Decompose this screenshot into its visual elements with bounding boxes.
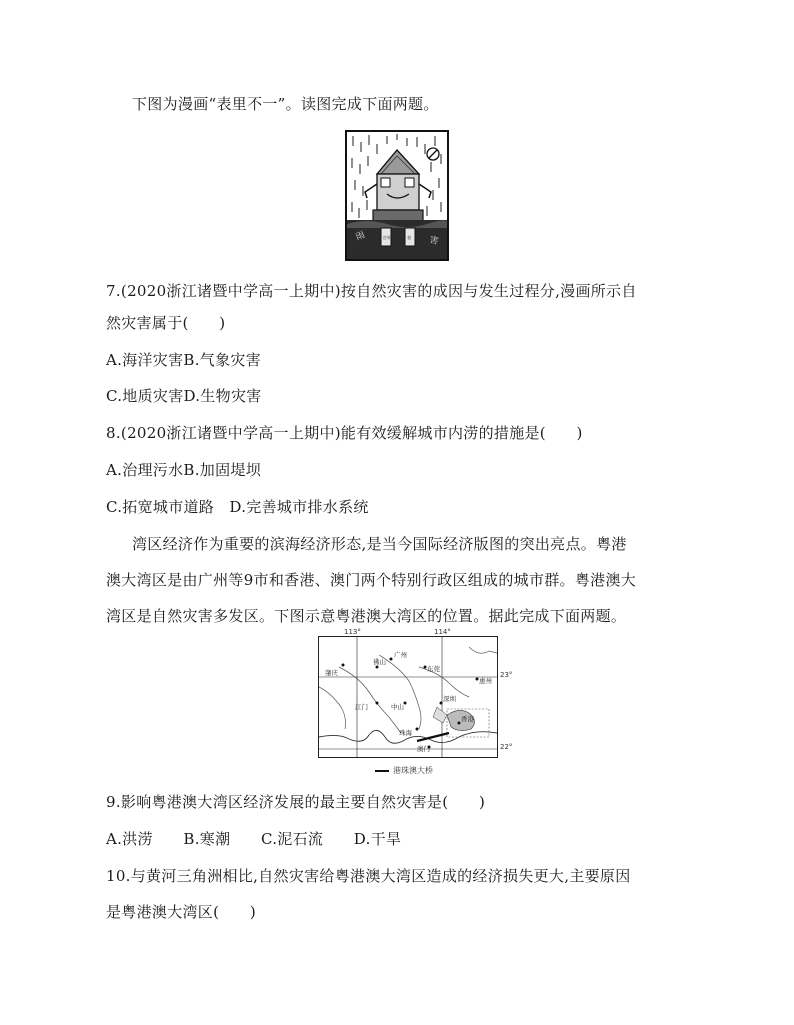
intro-text: 下图为漫画“表里不一”。读图完成下面两题。: [132, 95, 439, 113]
map-lat-22: 22°: [500, 743, 513, 751]
cartoon-drawing: [347, 132, 447, 259]
q7-stem-line2: 然灾害属于( ): [106, 314, 226, 332]
city-label-zhaoqing: 肇庆: [325, 669, 338, 677]
map-lat-23: 23°: [500, 671, 513, 679]
city-label-huizhou: 惠州: [479, 677, 492, 685]
q7-options-cd: C.地质灾害D.生物灾害: [106, 387, 262, 405]
city-label-zhuhai: 珠海: [399, 729, 412, 737]
q10-stem-line2: 是粤港澳大湾区( ): [106, 903, 257, 921]
legend-label: 港珠澳大桥: [393, 766, 433, 775]
map-lon-113: 113°: [344, 628, 361, 636]
q7-options-ab: A.海洋灾害B.气象灾害: [106, 351, 261, 369]
map-legend: [375, 766, 433, 776]
q10-stem-line1: 10.与黄河三角洲相比,自然灾害给粤港澳大湾区造成的经济损失更大,主要原因: [106, 867, 631, 885]
map-drawing: [319, 637, 497, 757]
bay-area-map: [318, 636, 498, 758]
cartoon-label-ground-left: 雨: [354, 230, 367, 243]
city-label-dongguan: 东莞: [427, 665, 440, 673]
city-label-zhongshan: 中山: [391, 703, 404, 711]
passage-line2: 澳大湾区是由广州等9市和香港、澳门两个特别行政区组成的城市群。粤港澳大: [106, 571, 637, 589]
cartoon-label-left: 打补: [383, 235, 391, 240]
cartoon-label-ground-right: 害: [428, 235, 440, 248]
city-label-hongkong: 香港: [461, 715, 474, 723]
city-label-jiangmen: 江门: [355, 703, 368, 711]
cartoon-image: [345, 130, 449, 261]
legend-bridge-symbol: [375, 770, 389, 772]
city-label-foshan: 佛山: [373, 658, 386, 666]
cartoon-label-right: 表: [407, 235, 411, 240]
city-label-guangzhou: 广州: [394, 651, 407, 659]
q9-stem: 9.影响粤港澳大湾区经济发展的最主要自然灾害是( ): [106, 793, 486, 811]
map-lon-114: 114°: [434, 628, 451, 636]
passage-line3: 湾区是自然灾害多发区。下图示意粤港澳大湾区的位置。据此完成下面两题。: [106, 607, 627, 625]
city-label-macao: 澳门: [417, 745, 430, 753]
q8-stem: 8.(2020浙江诸暨中学高一上期中)能有效缓解城市内涝的措施是( ): [106, 424, 583, 442]
q8-options-ab: A.治理污水B.加固堤坝: [106, 461, 261, 479]
city-label-shenzhen: 深圳: [443, 695, 456, 703]
passage-line1: 湾区经济作为重要的滨海经济形态,是当今国际经济版图的突出亮点。粤港: [132, 535, 627, 553]
q7-stem-line1: 7.(2020浙江诸暨中学高一上期中)按自然灾害的成因与发生过程分,漫画所示自: [106, 282, 637, 300]
q8-options-cd: C.拓宽城市道路 D.完善城市排水系统: [106, 498, 369, 516]
q9-options: A.洪涝 B.寒潮 C.泥石流 D.干旱: [106, 830, 402, 848]
